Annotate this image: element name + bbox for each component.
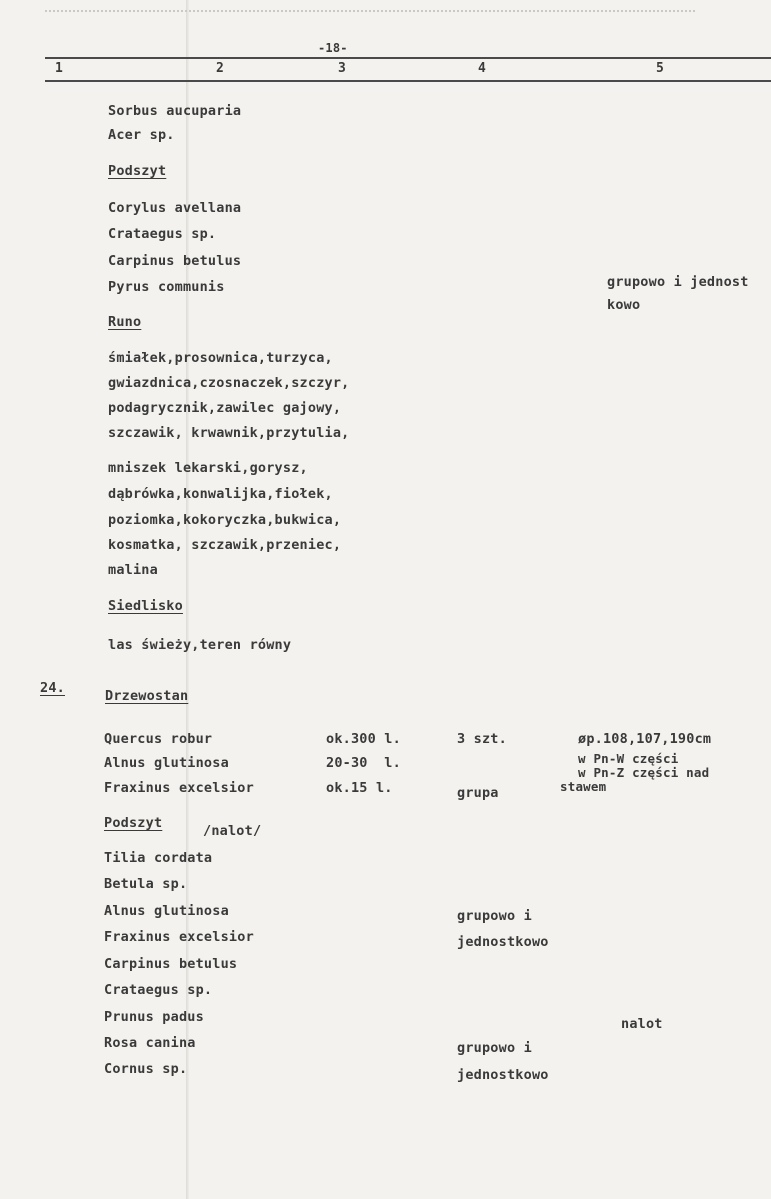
runo-line: podagrycznik,zawilec gajowy,	[108, 400, 342, 416]
drzewostan-count: 3 szt.	[457, 731, 507, 747]
drzewostan-note-tail: stawem	[560, 779, 607, 794]
column-number-4: 4	[478, 61, 487, 76]
podszyt-species: Carpinus betulus	[108, 253, 242, 269]
tree-species: Sorbus aucuparia	[108, 103, 242, 119]
drzewostan-note: w Pn-Z części nad	[578, 765, 710, 780]
runo-line: malina	[108, 562, 158, 578]
column-number-5: 5	[656, 61, 665, 76]
podszyt-species: Prunus padus	[104, 1009, 204, 1025]
drzewostan-species: Quercus robur	[104, 731, 213, 747]
podszyt-species: Pyrus communis	[108, 279, 225, 295]
dotted-edge	[45, 10, 695, 16]
podszyt-species: Betula sp.	[104, 876, 188, 892]
runo-line: szczawik, krwawnik,przytulia,	[108, 425, 350, 441]
runo-line: poziomka,kokoryczka,bukwica,	[108, 512, 342, 528]
column-number-1: 1	[55, 61, 64, 76]
runo-heading: Runo	[108, 314, 142, 330]
podszyt-heading: Podszyt	[104, 815, 163, 831]
nalot-note: nalot	[621, 1016, 663, 1032]
runo-line: dąbrówka,konwalijka,fiołek,	[108, 486, 333, 502]
runo-line: kosmatka, szczawik,przeniec,	[108, 537, 342, 553]
podszyt-subheading: /nalot/	[203, 823, 262, 839]
distribution-note: jednostkowo	[457, 1067, 549, 1083]
podszyt-species: Corylus avellana	[108, 200, 242, 216]
drzewostan-species: Fraxinus excelsior	[104, 780, 254, 796]
section-number: 24.	[40, 680, 65, 696]
page-number: -18-	[318, 41, 348, 55]
distribution-note: kowo	[607, 297, 641, 313]
drzewostan-age: ok.300 l.	[326, 731, 401, 747]
distribution-note: grupowo i	[457, 908, 532, 924]
podszyt-species: Crataegus sp.	[108, 226, 217, 242]
siedlisko-heading: Siedlisko	[108, 598, 183, 614]
podszyt-species: Fraxinus excelsior	[104, 929, 254, 945]
drzewostan-note: w Pn-W części	[578, 751, 679, 766]
siedlisko-text: las świeży,teren równy	[108, 637, 292, 653]
podszyt-species: Tilia cordata	[104, 850, 213, 866]
podszyt-heading: Podszyt	[108, 163, 167, 179]
tree-species: Acer sp.	[108, 127, 175, 143]
distribution-note: grupowo i	[457, 1040, 532, 1056]
distribution-note: grupowo i jednost	[607, 274, 749, 290]
header-rule-top	[45, 57, 771, 59]
podszyt-species: Alnus glutinosa	[104, 903, 229, 919]
drzewostan-species: Alnus glutinosa	[104, 755, 229, 771]
header-rule-bottom	[45, 80, 771, 82]
column-number-2: 2	[216, 61, 225, 76]
drzewostan-heading: Drzewostan	[105, 688, 189, 704]
podszyt-species: Carpinus betulus	[104, 956, 238, 972]
drzewostan-note: øp.108,107,190cm	[578, 731, 712, 747]
podszyt-species: Cornus sp.	[104, 1061, 188, 1077]
drzewostan-count: grupa	[457, 785, 499, 801]
runo-line: mniszek lekarski,gorysz,	[108, 460, 308, 476]
drzewostan-age: ok.15 l.	[326, 780, 393, 796]
runo-line: gwiazdnica,czosnaczek,szczyr,	[108, 375, 350, 391]
drzewostan-age: 20-30 l.	[326, 755, 401, 771]
podszyt-species: Rosa canina	[104, 1035, 196, 1051]
column-number-3: 3	[338, 61, 347, 76]
podszyt-species: Crataegus sp.	[104, 982, 213, 998]
runo-line: śmiałek,prosownica,turzyca,	[108, 350, 333, 366]
distribution-note: jednostkowo	[457, 934, 549, 950]
